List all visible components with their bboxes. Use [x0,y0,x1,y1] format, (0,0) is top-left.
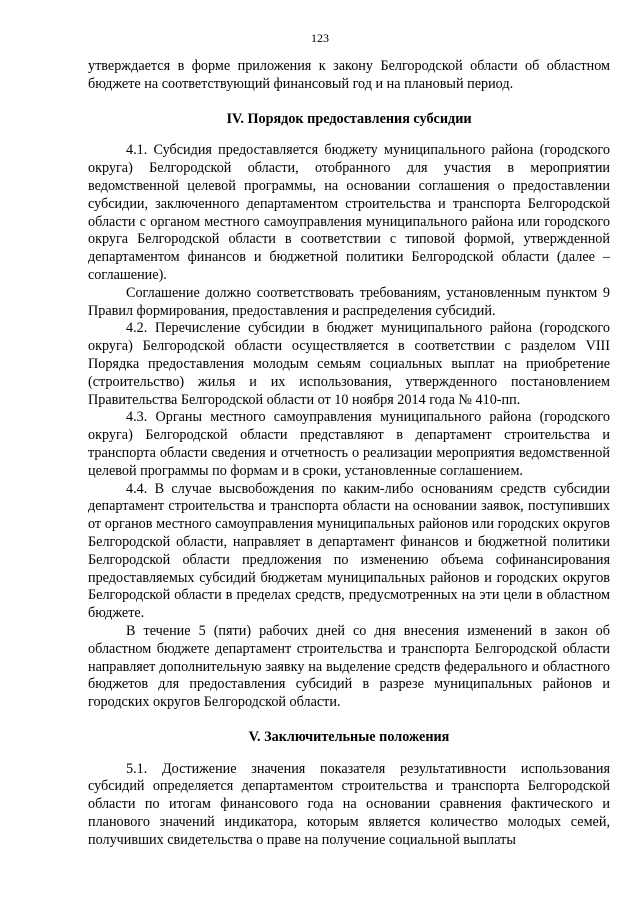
paragraph-4-4: 4.4. В случае высвобождения по каким-либо основаниям средств субсидии департамент строительства и транспорта области на основании заявок, поступивших от органов местного самоуправления муниципальных районов или городских округов Белгородской области, направляет в департамент финансов и бюджетной политики Белгородской области предложения по изменению объема софинансирования предоставляемых субсидий бюджетам муниципальных районов и городских округов Белгородской области в пределах средств, предусмотренных на эти цели в областном бюджете. [88,480,610,622]
intro-paragraph: утверждается в форме приложения к закону Белгородской области об областном бюджете на соответствующий финансовый год и на плановый период. [88,58,610,92]
paragraph-4-1: 4.1. Субсидия предоставляется бюджету муниципального района (городского округа) Белгородской области, отобранного для участия в мероприятии ведомственной целевой программы, на основании соглашения о предоставлении субсидии, заключенного департаментом строительства и транспорта Белгородской области с органом местного самоуправления муниципального района или городского округа Белгородской области в соответствии с типовой формой, утвержденной департаментом финансов и бюджетной политики Белгородской области (далее – соглашение). [88,142,610,283]
section-5-heading: V. Заключительные положения [248,728,450,745]
section-4-heading: IV. Порядок предоставления субсидии [226,110,472,127]
paragraph-4-1-agreement: Соглашение должно соответствовать требованиям, установленным пунктом 9 Правил формирования, предоставления и распределения субсидий. [88,284,610,319]
paragraph-4-4-term: В течение 5 (пяти) рабочих дней со дня внесения изменений в закон об областном бюджете департамент строительства и транспорта Белгородской области направляет дополнительную заявку на выделение средств федерального и областного бюджетов для предоставления субсидий в разрезе муниципальных районов и городских округов Белгородской области. [88,622,610,711]
page-number: 123 [311,31,329,45]
paragraph-4-3: 4.3. Органы местного самоуправления муниципального района (городского округа) Белгородской области представляют в департамент строительства и транспорта области сведения и отчетность о реализации мероприятия ведомственной целевой программы по формам и в сроки, установленные соглашением. [88,409,610,479]
paragraph-5-1: 5.1. Достижение значения показателя результативности использования субсидий определяется департаментом строительства и транспорта Белгородской области по итогам финансового года на основании сравнения фактического и планового значений индикатора, которым является количество молодых семей, получивших свидетельства о праве на получение социальной выплаты [88,760,610,848]
document-body [88,58,610,850]
paragraph-4-2: 4.2. Перечисление субсидии в бюджет муниципального района (городского округа) Белгородской области осуществляется в соответствии с разделом VIII Порядка предоставления молодым семьям социальных выплат на приобретение (строительство) жилья и их использования, утвержденного постановлением Правительства Белгородской области от 10 ноября 2014 года № 410-пп. [88,320,610,408]
